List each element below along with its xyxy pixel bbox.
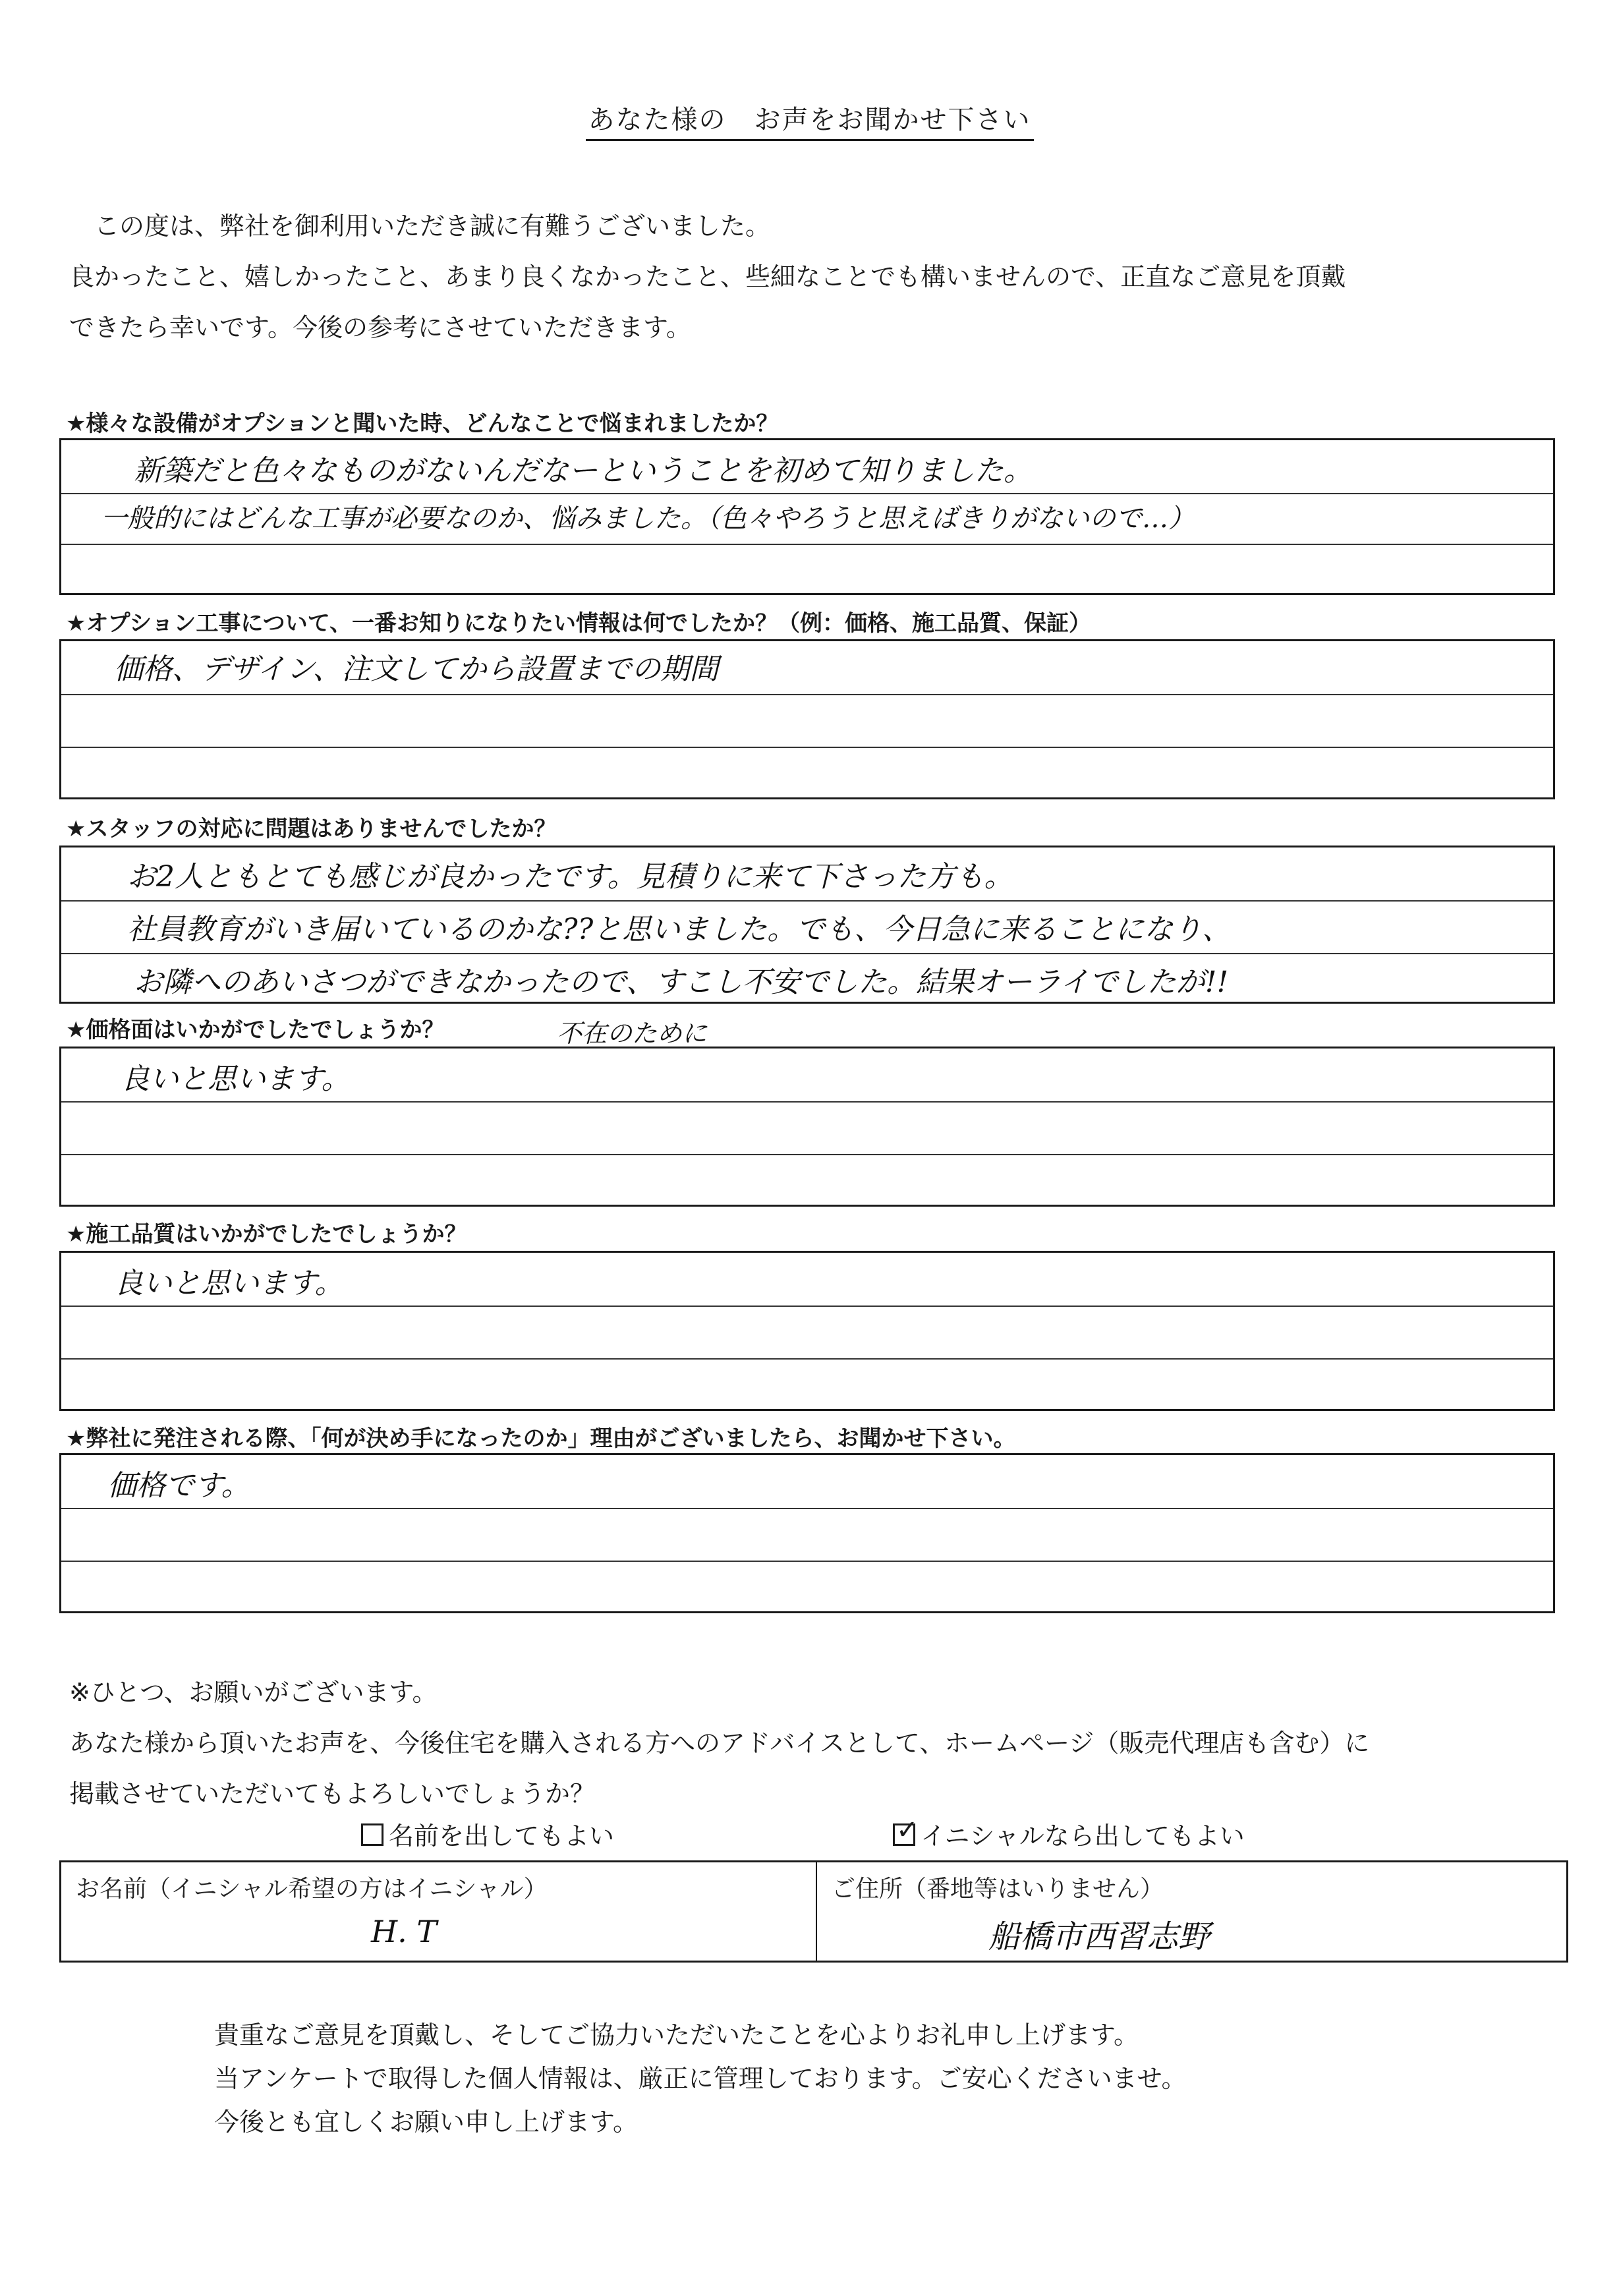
answer-rule: [61, 694, 1553, 695]
answer-rule: [61, 953, 1553, 954]
closing-line: 今後とも宜しくお願い申し上げます。: [214, 2108, 638, 2137]
handwritten-answer: 新築だと色々なものがないんだなーということを初めて知りました。: [134, 454, 1033, 488]
address-value: 船橋市西習志野: [988, 1918, 1210, 1955]
name-cell[interactable]: [61, 1862, 816, 1961]
intro-line: この度は、弊社を御利用いただき誠に有難うございました。: [69, 212, 771, 241]
intro-line: できたら幸いです。今後の参考にさせていただきます。: [69, 313, 691, 342]
address-label: ご住所（番地等はいりません）: [832, 1876, 1164, 1903]
question-label: ★施工品質はいかがでしたでしょうか？: [66, 1221, 467, 1248]
title-text: あなた様の お声をお聞かせ下さい: [586, 105, 1034, 141]
intro-text: [69, 201, 1572, 353]
request-line: 掲載させていただいてもよろしいでしょうか？: [69, 1779, 596, 1808]
answer-box[interactable]: [59, 639, 1555, 799]
handwritten-insertion: 不在のために: [557, 1019, 708, 1048]
question-label: ★弊社に発注される際、「何が決め手になったのか」理由がございましたら、お聞かせ下さい。: [66, 1425, 1016, 1452]
option-initial-ok[interactable]: [893, 1816, 1245, 1852]
answer-box[interactable]: [59, 438, 1555, 595]
handwritten-answer: 社員教育がいき届いているのかな??と思いました。でも、今日急に来ることになり、: [127, 913, 1232, 946]
answer-rule: [61, 1358, 1553, 1360]
answer-rule: [61, 544, 1553, 545]
answer-rule: [61, 1561, 1553, 1562]
respondent-info-table: [59, 1860, 1568, 1963]
answer-box[interactable]: [59, 1453, 1555, 1613]
option-label: イニシャルなら出してもよい: [921, 1822, 1245, 1851]
question-label: ★オプション工事について、一番お知りになりたい情報は何でしたか？（例：価格、施工品質、保証）: [66, 610, 1092, 637]
answer-rule: [61, 900, 1553, 902]
handwritten-answer: お隣へのあいさつができなかったので、すこし不安でした。結果オーライでしたが!!: [134, 965, 1229, 999]
question-label: ★様々な設備がオプションと聞いた時、どんなことで悩まれましたか？: [66, 411, 779, 437]
question-label: ★スタッフの対応に問題はありませんでしたか？: [66, 816, 557, 842]
answer-rule: [61, 1306, 1553, 1307]
closing-text: [214, 2013, 1187, 2144]
intro-line: 良かったこと、嬉しかったこと、あまり良くなかったこと、些細なことでも構いませんので、正直なご意見を頂戴: [69, 262, 1346, 291]
checkbox[interactable]: [361, 1823, 383, 1846]
page-title: [0, 99, 1619, 136]
answer-rule: [61, 493, 1553, 494]
checkmark-icon: ✓: [896, 1815, 919, 1845]
option-label: 名前を出してもよい: [389, 1822, 615, 1851]
request-line: ※ひとつ、お願いがございます。: [69, 1678, 438, 1707]
handwritten-answer: お2人ともとても感じが良かったです。見積りに来て下さった方も。: [127, 860, 1013, 894]
closing-line: 貴重なご意見を頂戴し、そしてご協力いただいたことを心よりお礼申し上げます。: [214, 2021, 1139, 2050]
answer-box[interactable]: [59, 846, 1555, 1004]
handwritten-answer: 一般的にはどんな工事が必要なのか、悩みました。（色々やろうと思えばきりがないので…）: [101, 503, 1195, 534]
publication-request: [69, 1667, 1552, 1820]
answer-rule: [61, 1154, 1553, 1155]
question-label: ★価格面はいかがでしたでしょうか？: [66, 1017, 445, 1043]
closing-line: 当アンケートで取得した個人情報は、厳正に管理しております。ご安心くださいませ。: [214, 2064, 1187, 2093]
handwritten-answer: 価格、デザイン、注文してから設置までの期間: [114, 652, 719, 686]
answer-box[interactable]: [59, 1251, 1555, 1411]
name-value: H. T: [371, 1914, 438, 1949]
checkbox-checked[interactable]: [893, 1815, 919, 1846]
handwritten-answer: 良いと思います。: [121, 1062, 351, 1096]
handwritten-answer: 良いと思います。: [114, 1267, 344, 1300]
handwritten-answer: 価格です。: [107, 1469, 250, 1503]
request-line: あなた様から頂いたお声を、今後住宅を購入される方へのアドバイスとして、ホームページ（販売代理店も含む）に: [69, 1729, 1370, 1758]
address-cell[interactable]: [817, 1862, 1566, 1961]
option-name-ok[interactable]: [361, 1816, 614, 1852]
answer-box[interactable]: [59, 1047, 1555, 1207]
answer-rule: [61, 747, 1553, 748]
name-label: お名前（イニシャル希望の方はイニシャル）: [76, 1876, 548, 1903]
answer-rule: [61, 1101, 1553, 1103]
answer-rule: [61, 1508, 1553, 1509]
